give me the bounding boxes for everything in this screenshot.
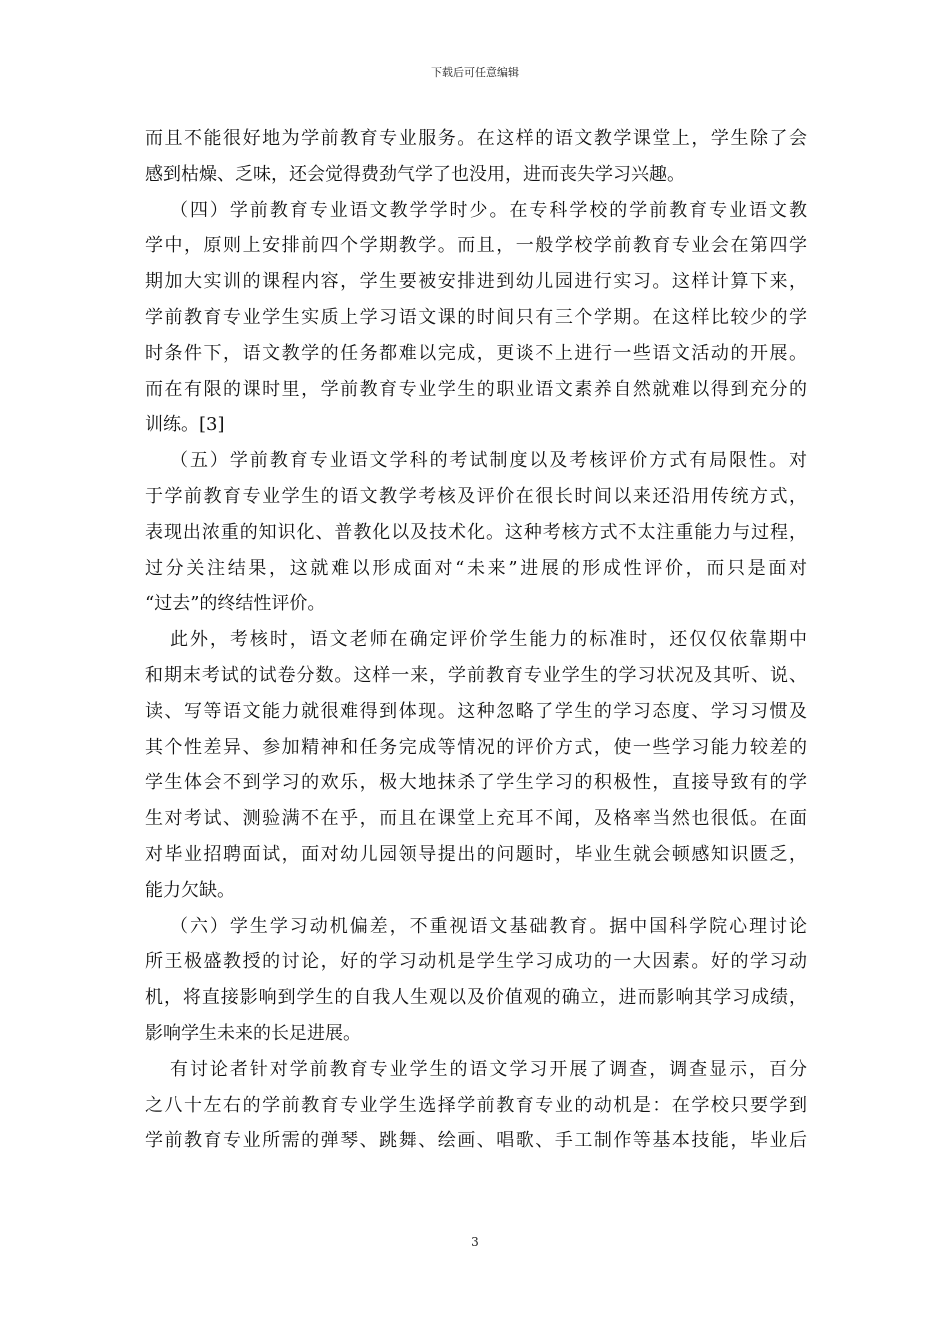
text-line: 影响学生未来的长足进展。 (145, 1022, 361, 1044)
text-line: 学前教育专业所需的弹琴、跳舞、绘画、唱歌、手工制作等基本技能，毕业后 (145, 1130, 807, 1152)
paragraph (145, 443, 807, 622)
text-line: （四）学前教育专业语文教学学时少。在专科学校的学前教育专业语文教 (170, 199, 807, 221)
text-line: 感到枯燥、乏味，还会觉得费劲气学了也没用，进而丧失学习兴趣。 (145, 163, 685, 185)
text-line: 此外，考核时，语文老师在确定评价学生能力的标准时，还仅仅依靠期中 (170, 629, 807, 651)
text-line: 过分关注结果，这就难以形成面对“未来”进展的形成性评价，而只是面对 (145, 557, 807, 579)
text-line: 而在有限的课时里，学前教育专业学生的职业语文素养自然就难以得到充分的 (145, 378, 807, 400)
text-line: 机，将直接影响到学生的自我人生观以及价值观的确立，进而影响其学习成绩， (145, 987, 807, 1009)
text-line: 和期末考试的试卷分数。这样一来，学前教育专业学生的学习状况及其听、说、 (145, 664, 807, 686)
text-line: 能力欠缺。 (145, 879, 235, 901)
text-line: 对毕业招聘面试，面对幼儿园领导提出的问题时，毕业生就会顿感知识匮乏， (145, 843, 807, 865)
text-line: 之八十左右的学前教育专业学生选择学前教育专业的动机是：在学校只要学到 (145, 1094, 807, 1116)
text-line: 读、写等语文能力就很难得到体现。这种忽略了学生的学习态度、学习习惯及 (145, 700, 807, 722)
text-line: 学中，原则上安排前四个学期教学。而且，一般学校学前教育专业会在第四学 (145, 235, 807, 257)
text-line: 时条件下，语文教学的任务都难以完成，更谈不上进行一些语文活动的开展。 (145, 342, 807, 364)
text-line: （五）学前教育专业语文学科的考试制度以及考核评价方式有局限性。对 (170, 450, 807, 472)
text-line: 生对考试、测验满不在乎，而且在课堂上充耳不闻，及格率当然也很低。在面 (145, 808, 807, 830)
text-line: 期加大实训的课程内容，学生要被安排进到幼儿园进行实习。这样计算下来， (145, 271, 807, 293)
text-line: 所王极盛教授的讨论，好的学习动机是学生学习成功的一大因素。好的学习动 (145, 951, 807, 973)
text-line: 学生体会不到学习的欢乐，极大地抹杀了学生学习的积极性，直接导致有的学 (145, 772, 807, 794)
text-line: 其个性差异、参加精神和任务完成等情况的评价方式，使一些学习能力较差的 (145, 736, 807, 758)
text-line: 而且不能很好地为学前教育专业服务。在这样的语文教学课堂上，学生除了会 (145, 128, 807, 149)
text-line: 学前教育专业学生实质上学习语文课的时间只有三个学期。在这样比较少的学 (145, 306, 807, 328)
paragraph (145, 193, 807, 444)
page-number: 3 (471, 1235, 479, 1249)
paragraph (145, 121, 807, 193)
paragraph (145, 909, 807, 1052)
text-line: 有讨论者针对学前教育专业学生的语文学习开展了调查，调查显示，百分 (170, 1058, 807, 1080)
text-line: 于学前教育专业学生的语文教学考核及评价在很长时间以来还沿用传统方式， (145, 485, 807, 507)
paragraph (145, 1052, 807, 1159)
text-line: “过去”的终结性评价。 (145, 593, 326, 615)
text-line: （六）学生学习动机偏差，不重视语文基础教育。据中国科学院心理讨论 (170, 915, 807, 937)
text-line: 训练。[3] (145, 414, 225, 436)
text-line: 表现出浓重的知识化、普教化以及技术化。这种考核方式不太注重能力与过程， (145, 521, 807, 543)
paragraph (145, 622, 807, 908)
page-header: 下载后可任意编辑 (431, 66, 519, 79)
document-body (145, 121, 807, 1159)
